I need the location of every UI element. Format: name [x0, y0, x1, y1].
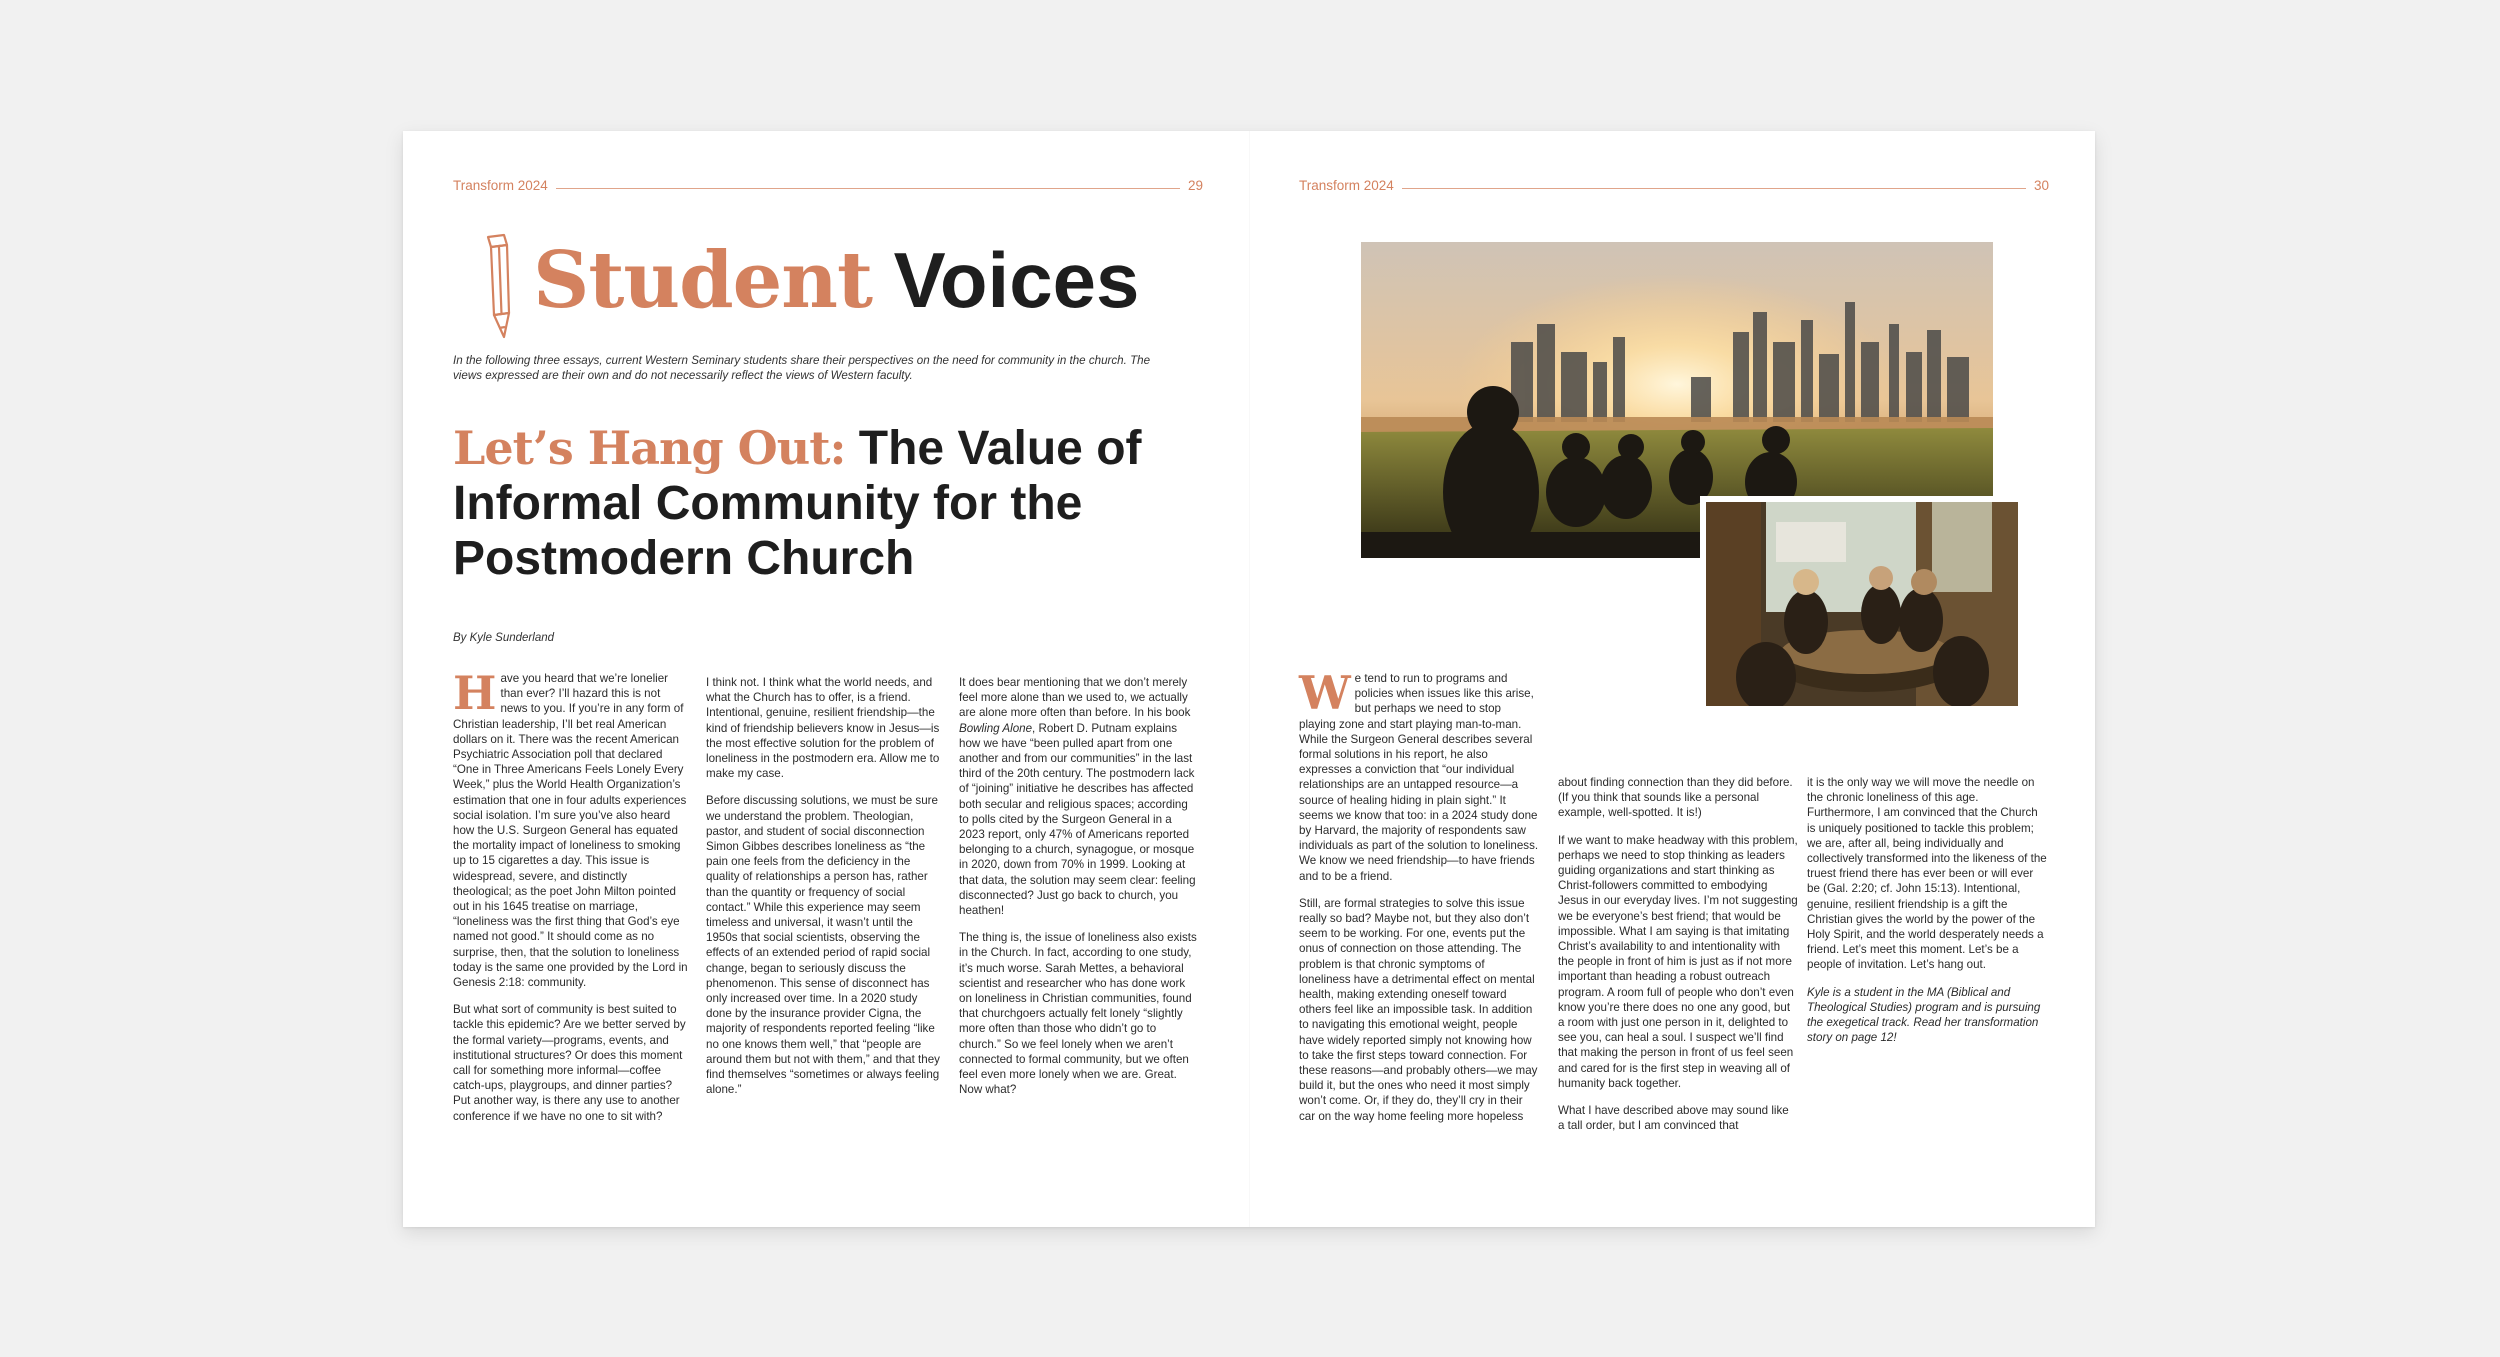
running-header: [453, 177, 1203, 193]
paragraph-text: It does bear mentioning that we don’t merely feel more alone than we used to, we actually are alone more often than before. In his book: [959, 676, 1191, 720]
page-number: 30: [2033, 177, 2049, 193]
drop-cap: W: [1299, 666, 1351, 720]
paragraph-text: ave you heard that we’re lonelier than ever? I’ll hazard this is not news to you. If you’re in any form of Christian leadership, I’ll bet real American dollars on it. There was the recent American Psychiatric Association poll that declared “One in Three Americans Feels Lonely Every Week,” plus the World Health Organization’s estimation that one in four adults experiences social isolation. I’m sure you’ve also heard how the U.S. Surgeon General has equated the mortality impact of loneliness to smoking up to 15 cigarettes a day. This issue is widespread, severe, and distinctly theological; as the poet John Milton pointed out in his 1645 treatise on marriage, “loneliness was the first thing that God’s eye named not good.” It should come as no surprise, then, that the solution to loneliness today is the same one provided by the Lord in Genesis 2:18: community.: [453, 672, 688, 990]
body-column-1: [1299, 666, 1539, 1136]
magazine-spread: [403, 131, 2095, 1227]
body-paragraph: [1299, 666, 1539, 884]
title-rest: Voices: [893, 236, 1140, 324]
body-paragraph: it is the only way we will move the needle on the chronic loneliness of this age. Furthermore, I am convinced that the Church is uniquely positioned to tackle this problem; we are, after all, being individually and collectively transformed into the likeness of the truest friend there has ever been or will ever be (Gal. 2:20; cf. John 15:13). Intentional, genuine, resilient friendship is a gift the Christian gives the world by the power of the Holy Spirit, and the world desperately needs a friend. Let’s meet this moment. Let’s be a people of invitation. Let’s hang out.: [1807, 776, 2047, 972]
section-title: [533, 235, 1140, 326]
title-accent: Student: [533, 235, 872, 326]
running-title: Transform 2024: [453, 177, 548, 193]
header-rule: [1402, 188, 2026, 189]
body-paragraph: about finding connection than they did before. (If you think that sounds like a personal example, well-spotted. It is!): [1558, 776, 1793, 820]
headline-rest: The Value of Informal Community for the Postmodern Church: [453, 422, 1142, 585]
article-headline: [453, 421, 1173, 586]
page-number: 29: [1187, 177, 1203, 193]
body-paragraph: Before discussing solutions, we must be sure we understand the problem. Theologian, pastor, and student of social disconnection Simon Gibbes describes loneliness as “the pain one feels from the deficiency in the quality of relationships a person has, rather than the quantity or frequency of social contact.” While this experience may seem timeless and universal, it wasn’t until the 1950s that social scientists, observing the effects of an extended period of rapid social change, began to seriously discuss the phenomenon. This sense of disconnect has only increased over time. In a 2020 study done by the insurance provider Cigna, the majority of respondents reported feeling “like no one knows them well,” that “people are around them but not with them,” and that they find themselves “sometimes or always feeling alone.”: [706, 794, 940, 1097]
body-column-2: [706, 675, 941, 1109]
drop-cap: H: [453, 666, 497, 720]
body-column-3: [1807, 775, 2047, 1057]
author-bio: Kyle is a student in the MA (Biblical and Theological Studies) program and is pursuing the exegetical track. Read her transformation story on page 12!: [1807, 985, 2041, 1045]
body-column-3: [959, 675, 1199, 1109]
body-paragraph: If we want to make headway with this problem, perhaps we need to stop thinking as leaders guiding organizations and start thinking as Christ-followers committed to embodying Jesus in our everyday lives. I’m not suggesting we be everyone’s best friend; that would be impossible. What I am saying is that imitating Christ’s availability to and intentionality with the people in front of him is just as if not more important than heading a robust outreach program. A room full of people who don’t even know you’re there does no one any good, but a room with just one person in it, delighted to see you, can heal a soul. I suspect we’ll find that making the person in front of us feel seen and cared for is the first step in weaving all of humanity back together.: [1558, 833, 1798, 1090]
header-rule: [556, 188, 1180, 189]
dinner-table-photo: [1706, 502, 2018, 706]
headline-accent: Let’s Hang Out:: [453, 421, 846, 475]
right-page: [1249, 131, 2095, 1227]
body-paragraph: I think not. I think what the world needs, and what the Church has to offer, is a friend. Intentional, genuine, resilient friendship—the kind of friendship believers know in Jesus—is the most effective solution for the problem of loneliness in the postmodern era. Allow me to make my case.: [706, 676, 940, 781]
intro-text: In the following three essays, current Western Seminary students share their perspectives on the need for community in the church. The views expressed are their own and do not necessarily reflect the views of Western faculty.: [453, 354, 1151, 382]
running-header: [1299, 177, 2049, 193]
body-paragraph: [453, 666, 688, 990]
running-title: Transform 2024: [1299, 177, 1394, 193]
body-paragraph: The thing is, the issue of loneliness also exists in the Church. In fact, according to one study, it’s much worse. Sarah Mettes, a behavioral scientist and researcher who has done work on loneliness in Christian communities, found that churchgoers actually felt lonely “slightly more often than those who didn’t go to church.” So we feel lonely when we aren’t connected to formal community, but we often feel even more lonely when we are. Great. Now what?: [959, 931, 1197, 1097]
body-column-2: [1558, 775, 1798, 1145]
body-paragraph: Still, are formal strategies to solve this issue really so bad? Maybe not, but they also don’t seem to be working. For one, events put the onus of connection on those attending. The problem is that chronic symptoms of loneliness have a detrimental effect on mental health, making extending oneself toward others feel like an impossible task. In addition to navigating this emotional weight, people have widely reported simply not knowing how to take the first steps toward connection. For these reasons—and probably others—we may build it, but the ones who need it most simply won’t come. Or, if they do, they’ll cry in their car on the way home feeling more hopeless: [1299, 896, 1538, 1123]
byline: By Kyle Sunderland: [453, 632, 555, 644]
paragraph-text: , Robert D. Putnam explains how we have “been pulled apart from one another and from our communities” in the last third of the 20th century. The postmodern lack of “joining” initiative he describes has affected both secular and religious spaces; according to polls cited by the Surgeon General in a 2023 report, only 47% of Americans reported belonging to a church, synagogue, or mosque in 2020, down from 70% in 1999. Looking at that data, the solution may seem clear: feeling disconnected? Just go back to church, you heathen!: [959, 721, 1196, 918]
left-page: [403, 131, 1249, 1227]
body-paragraph: But what sort of community is best suited to tackle this epidemic? Are we better served by the formal variety—programs, events, and institutional structures? Or does this moment call for something more informal—coffee catch-ups, playgroups, and dinner parties? Put another way, is there any use to another conference if we have no one to sit with?: [453, 1003, 686, 1123]
paragraph-text: e tend to run to programs and policies when issues like this arise, but perhaps we need to stop playing zone and start playing man-to-man. While the Surgeon General describes several formal solutions in his report, he also expresses a conviction that “our individual relationships are an untapped resource—a source of healing hiding in plain sight.” It seems we know that too: in a 2024 study done by Harvard, the majority of respondents saw individuals as part of the solution to loneliness. We know we need friendship—to have friends and to be a friend.: [1299, 672, 1539, 883]
body-paragraph: What I have described above may sound like a tall order, but I am convinced that: [1558, 1104, 1789, 1133]
body-column-1: [453, 666, 688, 1136]
pencil-icon: [480, 233, 516, 343]
body-paragraph: [959, 675, 1199, 918]
book-title: Bowling Alone: [959, 721, 1033, 735]
